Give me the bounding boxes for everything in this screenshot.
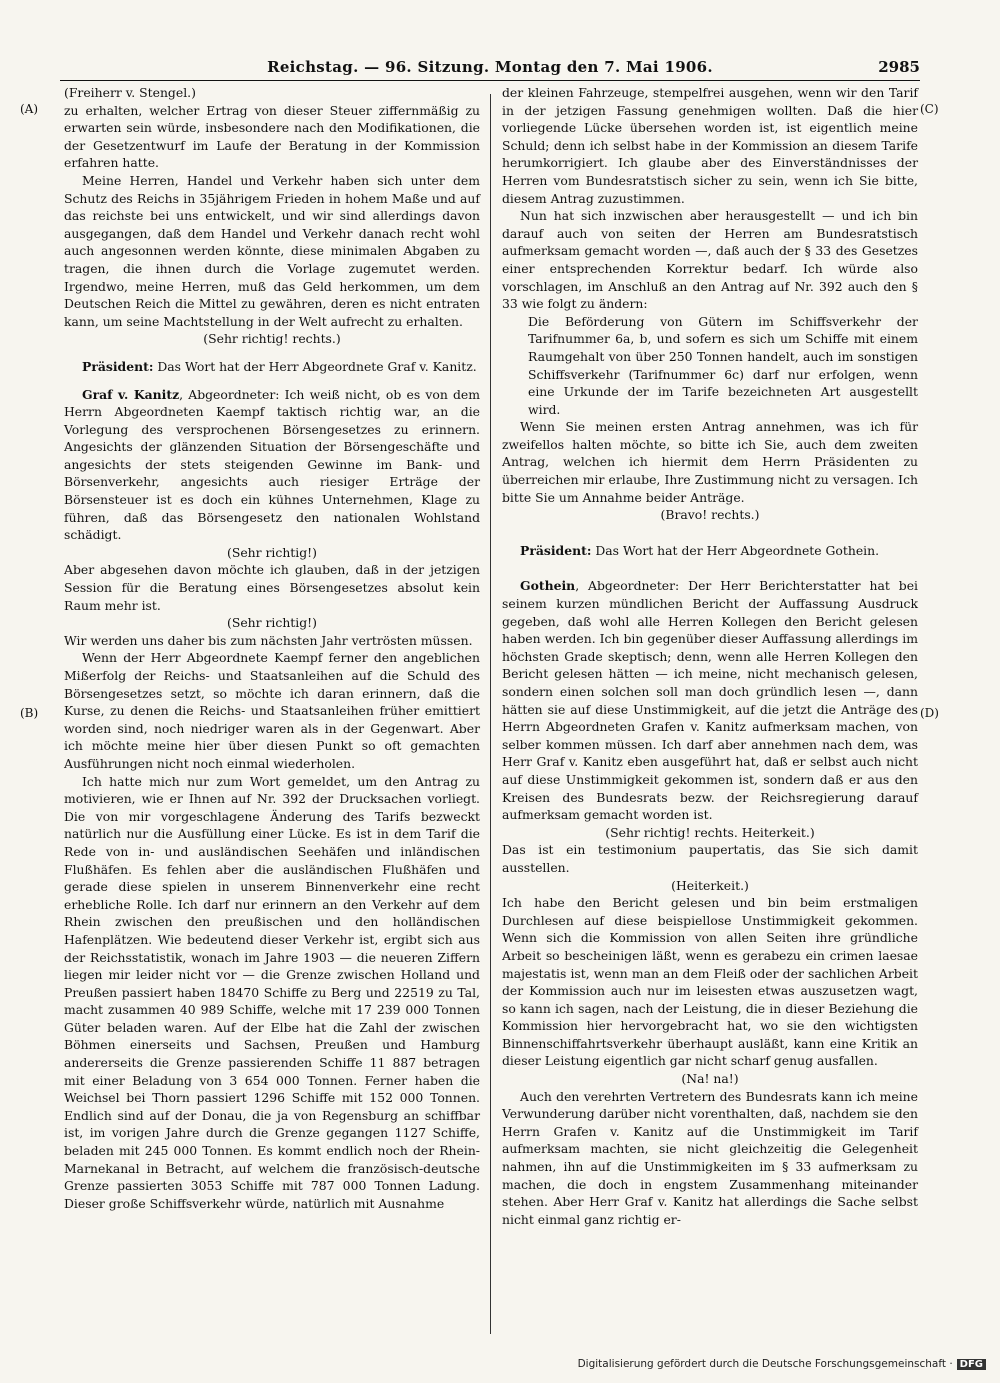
speaker-name: Präsident:: [82, 358, 154, 374]
paragraph: zu erhalten, welcher Ertrag von dieser Steuer ziffernmäßig zu erwarten sein würde, insbesondere nach den Modifikationen, die der Gesetzentwurf im Laufe der Beratung in der Kommission erfahren hatte.: [64, 102, 480, 171]
speaker-name: Präsident:: [520, 542, 592, 558]
paragraph: Ich habe den Bericht gelesen und bin beim erstmaligen Durchlesen auf diese beispiellose Unstimmigkeit gekommen. Wenn sich die Kommission von allen Seiten ihre gründliche Arbeit so bescheinigen läßt, wenn es gerabezu ein crimen laesae majestatis ist, wenn man an dem Fleiß oder der sachlichen Arbeit der Kommission auch nur im leisesten etwas auszusetzen wagt, so kann ich sagen, nach der Leistung, die in dieser Beziehung die Kommission hier hervorgebracht hat, wo sie den wichtigsten Binnenschiffahrtsverkehr überhaupt ausläßt, kann eine Kritik an dieser Leistung eigentlich gar nicht scharf genug ausfallen.: [502, 895, 918, 1069]
interjection: (Sehr richtig! rechts. Heiterkeit.): [605, 824, 815, 840]
paragraph: Nun hat sich inzwischen aber herausgestellt — und ich bin darauf auch von seiten der Herren am Bundesratstisch aufmerksam gemacht worden —, daß auch der § 33 des Gesetzes einer entsprechenden Korrektur bedarf. Ich würde also vorschlagen, im Anschluß an den Antrag auf Nr. 392 auch den § 33 wie folgt zu ändern:: [502, 208, 918, 312]
interjection: (Sehr richtig!): [227, 544, 317, 560]
margin-marker-b: (B): [20, 706, 39, 720]
speaker-paragraph: [64, 358, 480, 376]
quoted-amendment: Die Beförderung von Gütern im Schiffsverkehr der Tarifnummer 6a, b, und sofern es sich um Schiffe mit einem Raumgehalt von über 250 Tonnen handelt, auch im sonstigen Schiffsverkehr (Tarifnummer 6c) darf nur erfolgen, wenn eine Urkunde der im Tarife bezeichneten Art ausgestellt wird.: [528, 313, 918, 417]
right-column: [502, 84, 918, 1228]
paragraph: Das ist ein testimonium paupertatis, das Sie sich damit ausstellen.: [502, 842, 918, 875]
paragraph: der kleinen Fahrzeuge, stempelfrei ausgehen, wenn wir den Tarif in der jetzigen Fassung genehmigen wollten. Daß die hier vorliegende Lücke übersehen worden ist, ist eigentlich meine Schuld; denn ich selbst habe in der Kommission an diesem Tarife herumkorrigiert. Ich glaube aber des Einverständnisses der Herren vom Bundesratstisch sicher zu sein, wenn ich Sie bitte, diesem Antrag zuzustimmen.: [502, 85, 918, 206]
digitization-credit: [578, 1358, 986, 1370]
running-speaker: (Freiherr v. Stengel.): [64, 85, 196, 100]
speech-text: Das Wort hat der Herr Abgeordnete Gothein.: [591, 542, 880, 558]
paragraph: Wenn der Herr Abgeordnete Kaempf ferner den angeblichen Mißerfolg der Reichs- und Staatsanleihen auf die Schuld des Börsengesetzes setzt, so möchte ich daran erinnern, daß die Kurse, zu denen die Reichs- und Staatsanleihen früher emittiert worden sind, noch niedriger waren als in der Gegenwart. Aber ich möchte meine hier über diesen Punkt so oft gemachten Ausführungen nicht noch einmal wiederholen.: [64, 650, 480, 771]
interjection: (Heiterkeit.): [671, 877, 749, 893]
dfg-logo: DFG: [957, 1359, 986, 1370]
column-divider: [490, 94, 491, 1334]
speaker-name: Graf v. Kanitz: [82, 386, 180, 402]
speaker-paragraph: [502, 577, 918, 823]
left-column: [64, 84, 480, 1212]
speech-text: Das Wort hat der Herr Abgeordnete Graf v. Kanitz.: [153, 358, 477, 374]
paragraph: Auch den verehrten Vertretern des Bundesrats kann ich meine Verwunderung darüber nicht vorenthalten, daß, nachdem sie den Herrn Grafen v. Kanitz auf die Unstimmigkeit im Tarif aufmerksam machten, sie nicht gleichzeitig die Gelegenheit nahmen, ihn auf die Unstimmigkeiten im § 33 aufmerksam zu machen, die doch in engstem Zusammenhang miteinander stehen. Aber Herr Graf v. Kanitz hat allerdings die Sache selbst nicht einmal ganz richtig er-: [502, 1088, 918, 1227]
spacer: [64, 348, 480, 358]
speaker-paragraph: [502, 542, 918, 560]
speech-text: , Abgeordneter: Der Herr Berichterstatter hat bei seinem kurzen mündlichen Bericht der Auffassung Ausdruck gegeben, daß wohl alle Herren Kollegen den Bericht gelesen haben werden. Ich bin gegenüber dieser Auffassung allerdings im höchsten Grade skeptisch; denn, wenn alle Herren Kollegen den Bericht gelesen hätten — ich meine, nicht mechanisch gelesen, sondern einen solchen soll man doch gründlich lesen —, dann hätten sie auf diese Unstimmigkeit, auf die jetzt die Anträge des Herrn Abgeordneten Grafen v. Kanitz aufmerksam machen, von selber kommen müssen. Ich darf aber annehmen nach dem, was Herr Graf v. Kanitz eben ausgeführt hat, daß er selbst auch nicht auf diese Unstimmigkeit gekommen ist, sondern daß er aus den Kreisen des Bundesrats bezw. der Reichsregierung darauf aufmerksam gemacht worden ist.: [502, 578, 918, 823]
margin-marker-d: (D): [920, 706, 939, 720]
page-header: [60, 58, 920, 81]
paragraph: Wir werden uns daher bis zum nächsten Jahr vertrösten müssen.: [64, 632, 473, 648]
page-number: 2985: [878, 58, 920, 76]
interjection: (Sehr richtig!): [227, 615, 317, 631]
speaker-name: Gothein: [520, 578, 576, 594]
interjection: (Sehr richtig! rechts.): [203, 331, 341, 347]
paragraph: Aber abgesehen davon möchte ich glauben, daß in der jetzigen Session für die Beratung eines Börsengesetzes absolut kein Raum mehr ist.: [64, 562, 480, 613]
margin-marker-a: (A): [20, 102, 39, 116]
credit-text: Digitalisierung gefördert durch die Deutsche Forschungsgemeinschaft ·: [577, 1358, 953, 1370]
speaker-paragraph: [64, 386, 480, 544]
margin-marker-c: (C): [920, 102, 939, 116]
running-title: Reichstag. — 96. Sitzung. Montag den 7. Mai 1906.: [267, 58, 713, 76]
spacer: [64, 376, 480, 386]
spacer: [502, 524, 918, 542]
paragraph: Wenn Sie meinen ersten Antrag annehmen, was ich für zweifellos halten möchte, so bitte ich Sie, auch dem zweiten Antrag, welchen ich hiermit dem Herrn Präsidenten zu überreichen mir erlaube, Ihre Zustimmung nicht zu versagen. Ich bitte Sie um Annahme beider Anträge.: [502, 419, 918, 505]
spacer: [502, 559, 918, 577]
speech-text: , Abgeordneter: Ich weiß nicht, ob es von dem Herrn Abgeordneten Kaempf taktisch richtig war, an die Vorlegung des versprochenen Börsengesetzes zu erinnern. Angesichts der glänzenden Situation der Börsengeschäfte und angesichts der stets steigenden Gewinne im Bank- und Börsenverkehr, angesichts auch riesiger Erträge der Börsensteuer ist es doch ein kühnes Unternehmen, Klage zu führen, daß das Börsengesetz den nationalen Wohlstand schädigt.: [64, 386, 480, 543]
paragraph: Meine Herren, Handel und Verkehr haben sich unter dem Schutz des Reichs in 35jährigem Frieden in hohem Maße und auf das reichste bei uns entwickelt, und wir sind allerdings davon ausgegangen, daß dem Handel und Verkehr danach recht wohl auch angesonnen werden könnte, diese minimalen Abgaben zu tragen, die ihnen durch die Vorlage zugemutet werden. Irgendwo, meine Herren, muß das Geld herkommen, um dem Deutschen Reich die Mittel zu gewähren, deren es nicht entraten kann, um seine Machtstellung in der Welt aufrecht zu erhalten.: [64, 172, 480, 329]
interjection: (Na! na!): [681, 1071, 739, 1087]
interjection: (Bravo! rechts.): [660, 507, 760, 523]
paragraph: Ich hatte mich nur zum Wort gemeldet, um den Antrag zu motivieren, wie er Ihnen auf Nr. 392 der Drucksachen vorliegt. Die von mir vorgeschlagene Änderung des Tarifs bezweckt natürlich nur die Ausfüllung einer Lücke. Es ist in dem Tarif die Rede von in- und ausländischen Seehäfen und inländischen Flußhäfen. Es fehlen aber die ausländischen Flußhäfen und gerade diese spielen in unserem Binnenverkehr eine recht erhebliche Rolle. Ich darf nur erinnern an den Verkehr auf dem Rhein zwischen den preußischen und den holländischen Hafenplätzen. Wie bedeutend dieser Verkehr ist, ergibt sich aus der Reichsstatistik, wonach im Jahre 1903 — die neueren Ziffern liegen mir leider nicht vor — die Grenze zwischen Holland und Preußen passiert haben 18470 Schiffe zu Berg und 22519 zu Tal, macht zusammen 40 989 Schiffe, welche mit 17 239 000 Tonnen Güter beladen waren. Auf der Elbe hat die Zahl der zwischen Böhmen einerseits und Sachsen, Preußen und Hamburg andererseits die Grenze passierenden Schiffe 11 887 betragen mit einer Beladung von 3 654 000 Tonnen. Ferner haben die Weichsel bei Thorn passiert 1296 Schiffe mit 152 000 Tonnen. Endlich sind auf der Donau, die ja von Regensburg an schiffbar ist, im vorigen Jahre durch die Grenze gegangen 1127 Schiffe, beladen mit 245 000 Tonnen. Es kommt endlich noch der Rhein-Marnekanal in Betracht, auf welchem die französisch-deutsche Grenze passierten 3053 Schiffe mit 787 000 Tonnen Ladung. Dieser große Schiffsverkehr würde, natürlich mit Ausnahme: [64, 773, 480, 1211]
